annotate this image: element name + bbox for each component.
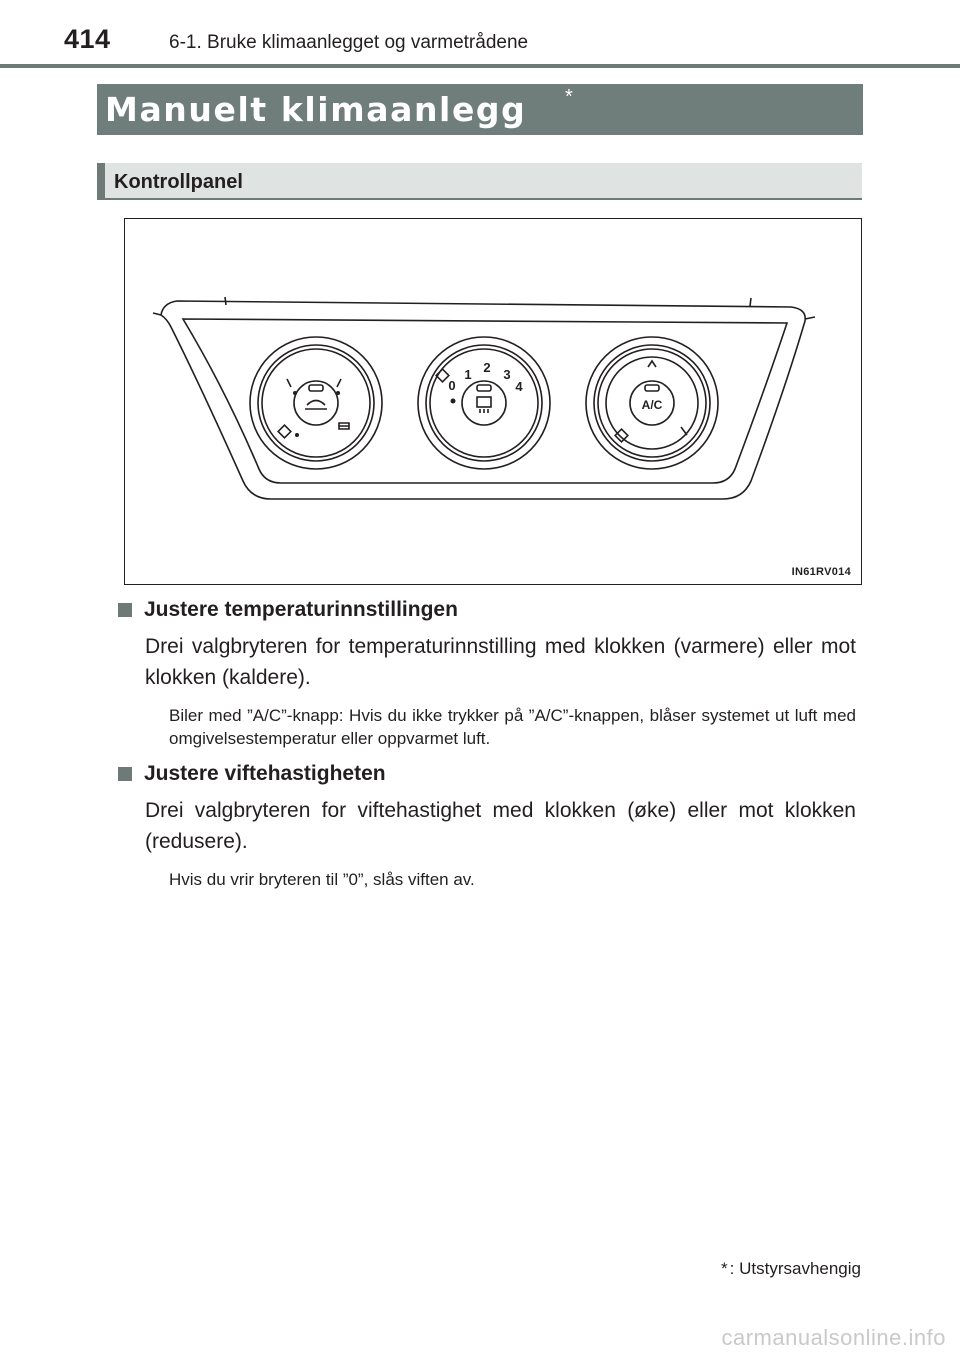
section-banner	[97, 84, 863, 135]
body-temperature: Drei valgbryteren for temperaturinnstilling med klokken (varmere) eller mot klokken (kaldere).	[145, 635, 856, 689]
header-rule	[0, 64, 960, 68]
ac-button-label: A/C	[641, 398, 663, 412]
fan-speed-4: 4	[515, 379, 523, 394]
control-panel-illustration	[125, 219, 861, 584]
footnote-text: : Utstyrsavhengig	[729, 1259, 861, 1278]
subsection-accent	[97, 163, 105, 200]
page-number: 414	[64, 24, 111, 54]
heading-text: Justere viftehastigheten	[144, 762, 386, 785]
square-bullet-icon	[118, 767, 132, 781]
heading-text: Justere temperaturinnstillingen	[144, 598, 458, 621]
figure-code: IN61RV014	[791, 566, 851, 578]
subsection-bar	[97, 163, 862, 200]
equipment-dependent-marker: *	[565, 86, 573, 108]
body-fan-speed: Drei valgbryteren for viftehastighet med klokken (øke) eller mot klokken (redusere).	[145, 799, 856, 853]
fan-speed-0: 0	[448, 378, 456, 393]
note-temperature: Biler med ”A/C”-knapp: Hvis du ikke trykker på ”A/C”-knappen, blåser systemet ut luft med omgivelsestemperatur eller oppvarmet luft.	[169, 706, 856, 748]
chapter-header: 6-1. Bruke klimaanlegget og varmetrådene	[169, 32, 529, 53]
fan-speed-2: 2	[483, 360, 491, 375]
control-panel-figure	[124, 218, 862, 585]
section-title: Manuelt klimaanlegg	[105, 90, 527, 129]
watermark: carmanualsonline.info	[721, 1325, 946, 1350]
fan-speed-1: 1	[464, 367, 472, 382]
square-bullet-icon	[118, 603, 132, 617]
fan-speed-3: 3	[503, 367, 511, 382]
footnote-marker: *	[721, 1259, 728, 1278]
note-fan-speed: Hvis du vrir bryteren til ”0”, slås viften av.	[169, 870, 475, 889]
subsection-title: Kontrollpanel	[114, 171, 243, 193]
footnote	[721, 1259, 861, 1279]
